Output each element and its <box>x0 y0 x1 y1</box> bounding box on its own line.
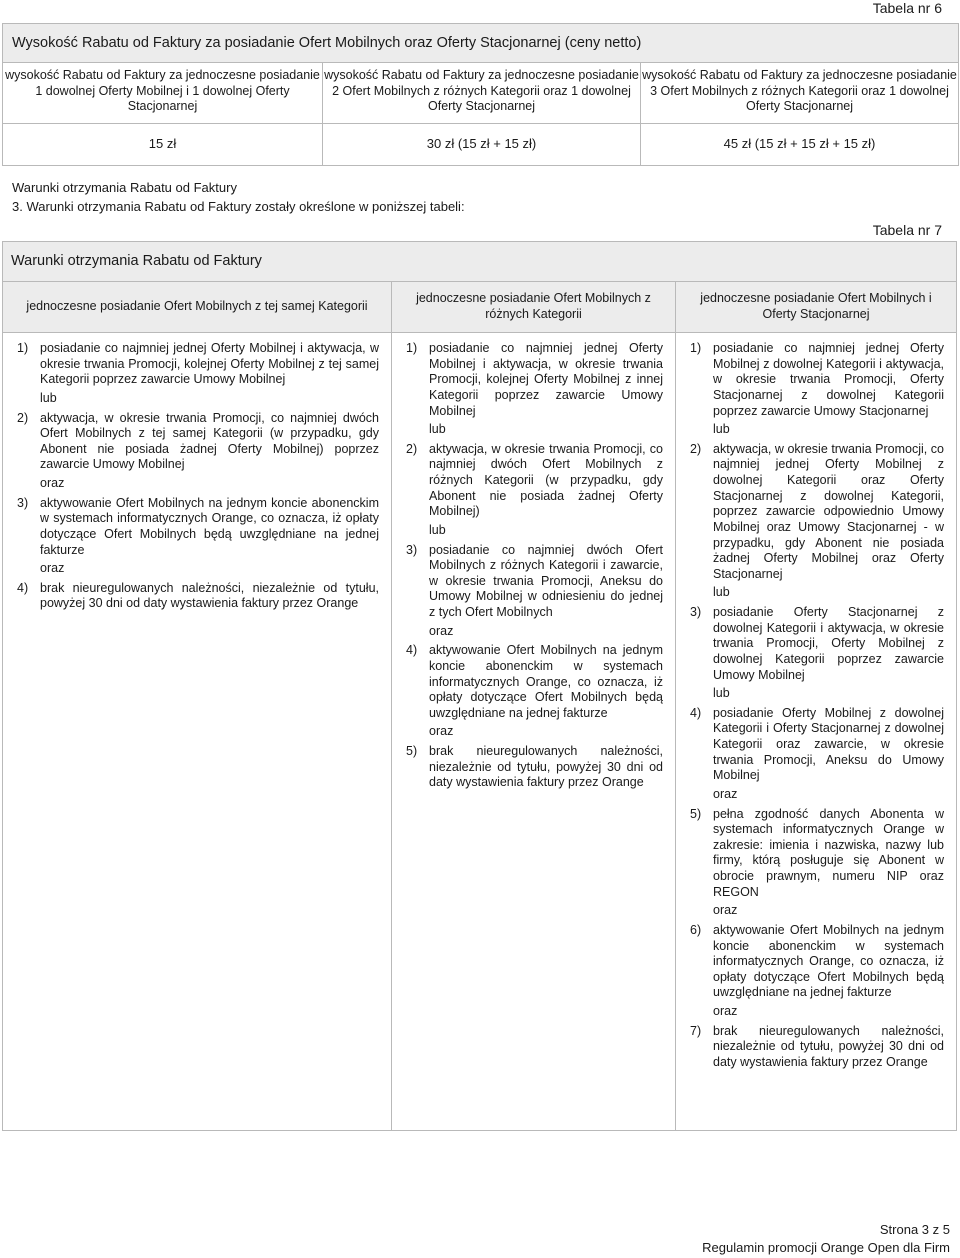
section-intro: 3. Warunki otrzymania Rabatu od Faktury zostały określone w poniższej tabeli: <box>12 199 465 214</box>
conditions-list <box>392 333 675 791</box>
condition-item <box>690 706 944 784</box>
conjunction: lub <box>713 422 730 437</box>
condition-item <box>406 341 663 419</box>
condition-item <box>690 341 944 419</box>
column-header: jednoczesne posiadanie Ofert Mobilnych z różnych Kategorii <box>392 282 675 333</box>
value-cell: 30 zł (15 zł + 15 zł) <box>323 124 641 165</box>
condition-number: 1) <box>17 341 29 355</box>
condition-number: 4) <box>690 705 702 720</box>
conjunction: oraz <box>429 724 454 739</box>
condition-number: 3) <box>17 495 29 510</box>
conjunction: oraz <box>40 476 65 490</box>
condition-item <box>17 411 379 474</box>
condition-number: 2) <box>690 441 702 456</box>
conditions-table <box>2 241 957 1131</box>
condition-text: aktywowanie Ofert Mobilnych na jednym koncie abonenckim w systemach informatycznych Orange, co oznacza, iż opłaty dotyczące Ofert Mobilnych będą uwzględniane na jednej fakturze <box>429 643 663 720</box>
condition-text: posiadanie co najmniej jednej Oferty Mobilnej i aktywacja, w okresie trwania Promocji, kolejnej Oferty Mobilnej z tej samej Kategorii poprzez zawarcie Umowy Mobilnej <box>40 341 379 387</box>
condition-number: 4) <box>406 643 418 658</box>
condition-number: 4) <box>17 580 29 595</box>
condition-item <box>406 643 663 721</box>
conjunction: oraz <box>40 561 65 576</box>
condition-number: 7) <box>690 1023 702 1038</box>
condition-text: posiadanie co najmniej jednej Oferty Mobilnej i aktywacja, w okresie trwania Promocji, kolejnej Oferty Mobilnej z innej Kategorii poprzez zawarcie Umowy Mobilnej <box>429 341 663 418</box>
page-number: Strona 3 z 5 <box>879 1222 950 1237</box>
conditions-column-mobile-and-fixed <box>676 282 956 1130</box>
conditions-column-same-category <box>3 282 392 1130</box>
condition-item <box>690 605 944 683</box>
condition-text: pełna zgodność danych Abonenta w systemach informatycznych Orange w zakresie: imienia i nazwiska, nazwy lub firmy, którą posługuje się Abonent w obrocie prawnym, numeru NIP oraz REGON <box>713 806 944 899</box>
column-header: jednoczesne posiadanie Ofert Mobilnych z tej samej Kategorii <box>3 282 391 333</box>
conjunction: lub <box>713 585 730 600</box>
conjunction: lub <box>429 422 446 437</box>
section-heading: Warunki otrzymania Rabatu od Faktury <box>12 180 237 195</box>
condition-number: 5) <box>406 744 418 758</box>
condition-text: aktywowanie Ofert Mobilnych na jednym koncie abonenckim w systemach informatycznych Orange, co oznacza, iż opłaty dotyczące Ofert Mobilnych będą uwzględniane na jednej fakturze <box>40 495 379 557</box>
condition-item <box>406 442 663 520</box>
table-6-label: Tabela nr 6 <box>872 0 942 16</box>
table-7-label: Tabela nr 7 <box>872 222 942 238</box>
condition-item <box>690 923 944 1001</box>
condition-text: brak nieuregulowanych należności, niezależnie od tytułu, powyżej 30 dni od daty wystawienia faktury przez Orange <box>429 744 663 790</box>
condition-text: aktywacja, w okresie trwania Promocji, co najmniej dwóch Ofert Mobilnych z różnych Kategorii (w przypadku, gdy Abonent nie posiada żadnej Oferty Mobilnej) <box>429 441 663 519</box>
condition-text: brak nieuregulowanych należności, niezależnie od tytułu, powyżej 30 dni od daty wystawienia faktury przez Orange <box>713 1023 944 1069</box>
condition-text: aktywacja, w okresie trwania Promocji, co najmniej jednej Oferty Mobilnej z dowolnej Kategorii oraz Oferty Stacjonarnej z dowolnej Kategorii, poprzez zawarcie odpowiednio Umowy Mobilnej oraz Umowy Stacjonarnej - w przypadku, gdy Abonent nie posiada żadnej Oferty Mobilnej oraz Oferty Stacjonarnej <box>713 441 944 581</box>
conditions-list <box>3 333 391 612</box>
header-cell: wysokość Rabatu od Faktury za jednoczesne posiadanie 2 Ofert Mobilnych z różnych Kategorii oraz 1 dowolnej Oferty Stacjonarnej <box>323 63 641 123</box>
condition-text: posiadanie co najmniej dwóch Ofert Mobilnych z różnych Kategorii i zawarcie, w okresie trwania Promocji, Aneksu do Umowy Mobilnej w odniesieniu do jednej z tych Ofert Mobilnych <box>429 542 663 619</box>
condition-text: brak nieuregulowanych należności, niezależnie od tytułu, powyżej 30 dni od daty wystawienia faktury przez Orange <box>40 580 379 611</box>
condition-number: 1) <box>406 341 418 355</box>
condition-number: 2) <box>406 441 418 456</box>
discount-table-header-row <box>3 63 958 124</box>
discount-table-value-row <box>3 124 958 165</box>
conjunction: oraz <box>429 623 454 638</box>
conjunction: lub <box>429 522 446 537</box>
condition-number: 3) <box>406 542 418 557</box>
conjunction: lub <box>40 390 57 405</box>
conjunction: lub <box>713 686 730 701</box>
header-cell: wysokość Rabatu od Faktury za jednoczesne posiadanie 1 dowolnej Oferty Mobilnej i 1 dowolnej Oferty Stacjonarnej <box>3 63 323 123</box>
header-cell: wysokość Rabatu od Faktury za jednoczesne posiadanie 3 Ofert Mobilnych z różnych Kategorii oraz 1 dowolnej Oferty Stacjonarnej <box>642 68 957 114</box>
conjunction: oraz <box>713 903 738 918</box>
condition-item <box>406 543 663 621</box>
condition-item <box>406 744 663 791</box>
conjunction: oraz <box>713 786 738 801</box>
discount-table-title: Wysokość Rabatu od Faktury za posiadanie Ofert Mobilnych oraz Oferty Stacjonarnej (ceny netto) <box>3 24 958 63</box>
condition-item <box>17 496 379 559</box>
value-cell: 15 zł <box>3 124 323 165</box>
conditions-list <box>676 333 956 1071</box>
condition-text: aktywowanie Ofert Mobilnych na jednym koncie abonenckim w systemach informatycznych Orange, co oznacza, iż opłaty dotyczące Ofert Mobilnych będą uwzględniane na jednej fakturze <box>713 922 944 1000</box>
condition-number: 2) <box>17 410 29 425</box>
document-name: Regulamin promocji Orange Open dla Firm <box>702 1240 950 1255</box>
conjunction: oraz <box>713 1004 738 1018</box>
column-header: jednoczesne posiadanie Ofert Mobilnych i Oferty Stacjonarnej <box>676 282 956 333</box>
condition-text: posiadanie co najmniej jednej Oferty Mobilnej z dowolnej Kategorii i aktywacja, w okresie trwania Promocji, Oferty Stacjonarnej z dowolnej Kategorii poprzez zawarcie Umowy Stacjonarnej <box>713 341 944 418</box>
conditions-column-different-categories <box>392 282 676 1130</box>
condition-number: 6) <box>690 922 702 937</box>
condition-number: 5) <box>690 806 702 821</box>
value-cell: 45 zł (15 zł + 15 zł + 15 zł) <box>723 136 876 152</box>
condition-item <box>690 807 944 901</box>
condition-item <box>17 581 379 612</box>
condition-text: posiadanie Oferty Mobilnej z dowolnej Kategorii i Oferty Stacjonarnej z dowolnej Kategorii oraz zawarcie, w okresie trwania Promocji, Aneksu do Umowy Mobilnej <box>713 705 944 783</box>
condition-text: posiadanie Oferty Stacjonarnej z dowolnej Kategorii i aktywacja, w okresie trwania Promocji, Oferty Mobilnej z dowolnej Kategorii poprzez zawarcie Umowy Mobilnej <box>713 605 944 682</box>
condition-item <box>690 442 944 583</box>
condition-item <box>690 1024 944 1071</box>
discount-amount-table <box>2 23 959 166</box>
condition-number: 1) <box>690 341 702 355</box>
condition-item <box>17 341 379 388</box>
condition-number: 3) <box>690 605 702 619</box>
conditions-table-title: Warunki otrzymania Rabatu od Faktury <box>3 242 956 282</box>
condition-text: aktywacja, w okresie trwania Promocji, co najmniej dwóch Ofert Mobilnych z tej samej Kategorii (w przypadku, gdy Abonent nie posiada żadnej Oferty Mobilnej) poprzez zawarcie Umowy Mobilnej <box>40 410 379 472</box>
